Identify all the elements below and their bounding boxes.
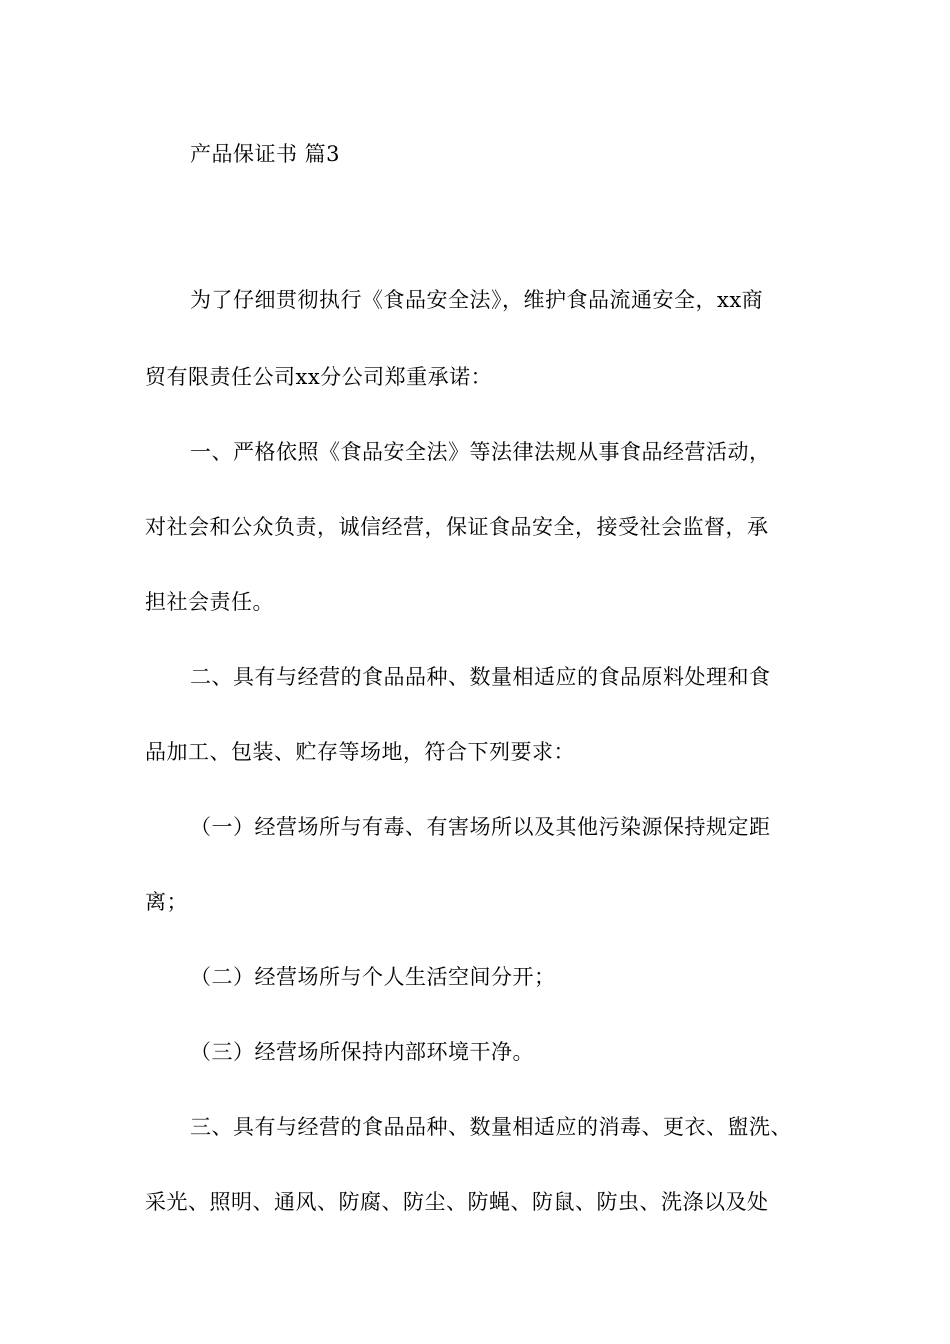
paragraph-line: 采光、照明、通风、防腐、防尘、防蝇、防鼠、防虫、洗涤以及处 [145,1190,769,1214]
paragraph-line: 对社会和公众负责，诚信经营，保证食品安全，接受社会监督，承 [145,515,769,539]
paragraph-line: 一、严格依照《食品安全法》等法律法规从事食品经营活动， [190,440,771,464]
paragraph-line: （三）经营场所保持内部环境干净。 [190,1040,534,1064]
paragraph-line: 贸有限责任公司xx分公司郑重承诺： [145,365,493,389]
paragraph-line: 二、具有与经营的食品品种、数量相适应的食品原料处理和食 [190,665,771,689]
paragraph-line: 三、具有与经营的食品品种、数量相适应的消毒、更衣、盥洗、 [190,1115,792,1139]
paragraph-line: 离； [145,890,188,914]
paragraph-line: 担社会责任。 [145,590,274,614]
paragraph-line: （一）经营场所与有毒、有害场所以及其他污染源保持规定距 [190,815,771,839]
paragraph-line: 品加工、包装、贮存等场地，符合下列要求： [145,740,575,764]
paragraph-line: 为了仔细贯彻执行《食品安全法》，维护食品流通安全，xx商 [190,288,764,312]
paragraph-line: （二）经营场所与个人生活空间分开； [190,965,556,989]
document-title: 产品保证书 篇3 [190,142,341,166]
